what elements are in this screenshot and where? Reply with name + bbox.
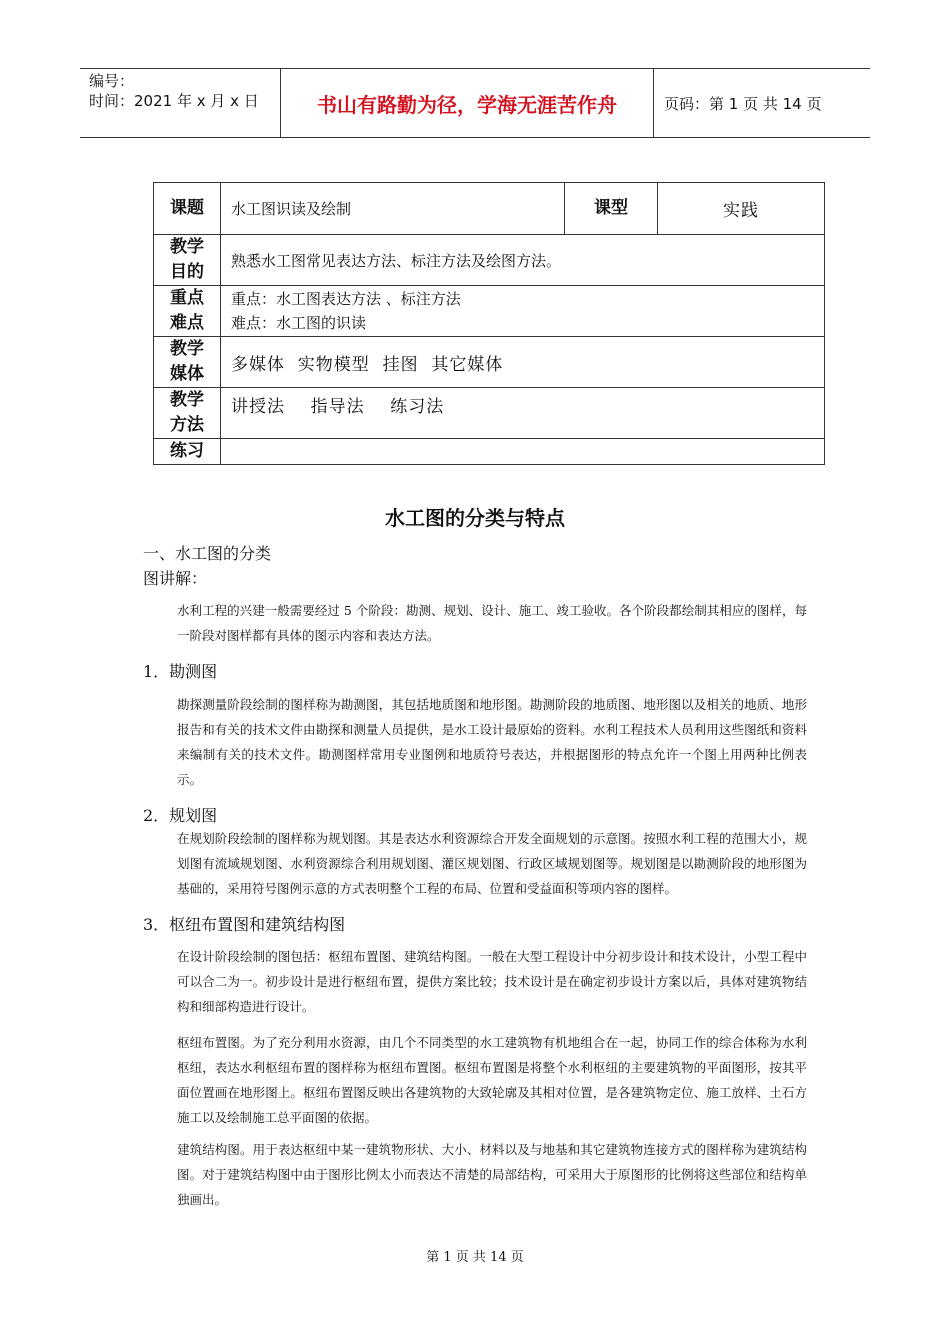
- practice-label: 练习: [154, 439, 221, 465]
- method-label-text: 教学方法: [170, 390, 204, 435]
- media-value: 多媒体 实物模型 挂图 其它媒体: [221, 337, 825, 388]
- media-label: [154, 337, 221, 388]
- topic-value: 水工图识读及绘制: [221, 183, 565, 235]
- key-value: 重点：水工图表达方法 、标注方法: [231, 290, 461, 308]
- type-value: 实践: [658, 183, 825, 235]
- practice-value: [221, 439, 825, 465]
- paragraph-planning-map: 在规划阶段绘制的图样称为规划图。其是表达水利资源综合开发全面规划的示意图。按照水利工程的范围大小，规划图有流域规划图、水利资源综合利用规划图、灌区规划图、行政区域规划图等。规划图是以勘测阶段的地形图为基础的，采用符号图例示意的方式表明整个工程的布局、位置和受益面积等项内容的图样。: [177, 831, 807, 896]
- section-subheading: 图讲解：: [143, 569, 208, 588]
- goal-label: [154, 235, 221, 286]
- table-row: [154, 388, 825, 439]
- type-label: 课型: [565, 183, 658, 235]
- key-value-cell: [221, 286, 825, 337]
- lesson-plan-table: [153, 182, 825, 465]
- method-label: [154, 388, 221, 439]
- section-heading: 一、水工图的分类: [143, 544, 272, 563]
- table-row: [154, 439, 825, 465]
- heading-survey-map: 1．勘测图: [143, 662, 218, 681]
- table-row: [154, 183, 825, 235]
- media-label-text: 教学媒体: [170, 339, 204, 384]
- intro-paragraph: 水利工程的兴建一般需要经过 5 个阶段：勘测、规划、设计、施工、竣工验收。各个阶段都绘制其相应的图样，每一阶段对图样都有具体的图示内容和表达方法。: [177, 603, 807, 643]
- paragraph-survey-map: 勘探测量阶段绘制的图样称为勘测图，其包括地质图和地形图。勘测阶段的地质图、地形图以及相关的地质、地形报告和有关的技术文件由勘探和测量人员提供，是水工设计最原始的资料。水利工程技术人员利用这些图纸和资料来编制有关的技术文件。勘测图样常用专业图例和地质符号表达，并根据图形的特点允许一个图上用两种比例表示。: [177, 697, 807, 787]
- table-row: [154, 235, 825, 286]
- paragraph-building-structure: 建筑结构图。用于表达枢纽中某一建筑物形状、大小、材料以及与地基和其它建筑物连接方式的图样称为建筑结构图。对于建筑结构图中由于图形比例太小而表达不清楚的局部结构，可采用大于原图形的比例将这些部位和结构单独画出。: [177, 1142, 807, 1207]
- goal-value: 熟悉水工图常见表达方法、标注方法及绘图方法。: [221, 235, 825, 286]
- key-label: [154, 286, 221, 337]
- header-meta: [80, 69, 281, 137]
- heading-layout-structure-map: 3．枢纽布置图和建筑结构图: [143, 915, 346, 934]
- heading-planning-map: 2．规划图: [143, 806, 218, 825]
- difficulty-value: 难点：水工图的识读: [231, 314, 367, 332]
- number-label: 编号：: [89, 72, 135, 90]
- header-motto-cell: [281, 69, 654, 137]
- method-value: 讲授法 指导法 练习法: [221, 388, 825, 439]
- key-label-text: 重点难点: [170, 288, 204, 333]
- table-row: [154, 286, 825, 337]
- page-title: 水工图的分类与特点: [385, 506, 565, 530]
- page-footer: 第 1 页 共 14 页: [426, 1250, 524, 1265]
- time-label: 时间：2021 年 x 月 x 日: [89, 92, 259, 110]
- table-row: [154, 337, 825, 388]
- page-info: 页码：第 1 页 共 14 页: [664, 94, 822, 113]
- paragraph-hub-layout: 枢纽布置图。为了充分利用水资源，由几个不同类型的水工建筑物有机地组合在一起，协同工作的综合体称为水利枢纽，表达水利枢纽布置的图样称为枢纽布置图。枢纽布置图是将整个水利枢纽的主要建筑物的平面图形，按其平面位置画在地形图上。枢纽布置图反映出各建筑物的大致轮廓及其相对位置，是各建筑物定位、施工放样、土石方施工以及绘制施工总平面图的依据。: [177, 1035, 807, 1125]
- motto: 书山有路勤为径，学海无涯苦作舟: [317, 92, 617, 117]
- topic-label: 课题: [154, 183, 221, 235]
- paragraph-design-stage: 在设计阶段绘制的图包括：枢纽布置图、建筑结构图。一般在大型工程设计中分初步设计和技术设计，小型工程中可以合二为一。初步设计是进行枢纽布置，提供方案比较；技术设计是在确定初步设计方案以后，具体对建筑物结构和细部构造进行设计。: [177, 949, 807, 1014]
- document-header: [80, 68, 870, 138]
- goal-label-text: 教学目的: [170, 237, 204, 282]
- header-page-cell: [654, 69, 870, 137]
